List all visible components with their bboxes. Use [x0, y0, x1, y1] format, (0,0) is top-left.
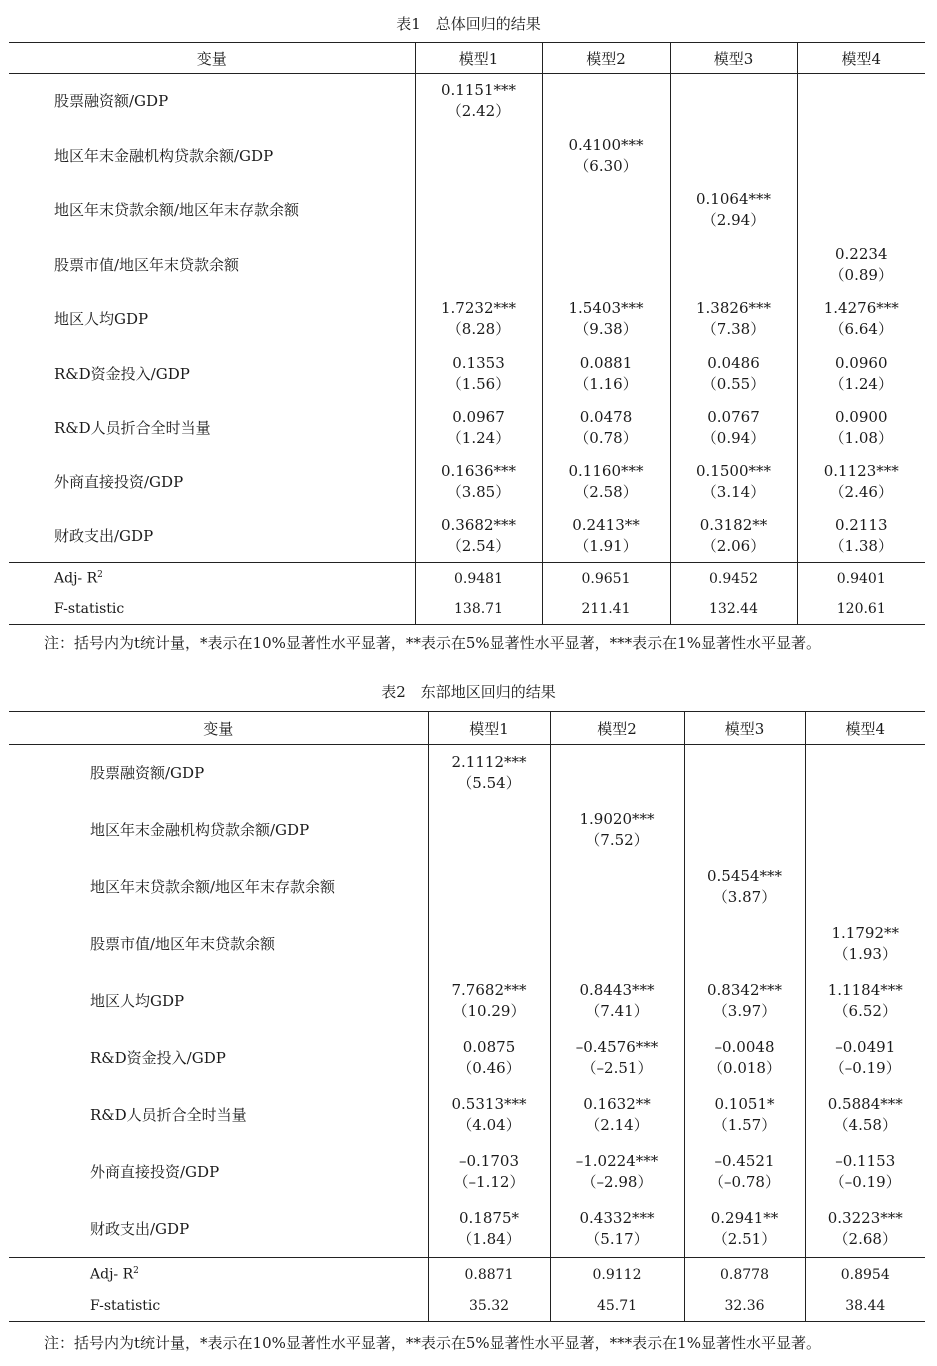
- coefficient-value: 0.4100***: [568, 135, 644, 154]
- coefficient-cell: [550, 1087, 684, 1144]
- coefficient-cell: [670, 292, 797, 347]
- coefficient-cell: [797, 292, 925, 347]
- coefficient-cell: [542, 292, 670, 347]
- t-statistic: （2.42）: [446, 102, 511, 121]
- variable-label: 外商直接投资/GDP: [54, 473, 184, 491]
- header-model-3: 模型3: [684, 712, 805, 745]
- stat-value: 38.44: [805, 1292, 925, 1322]
- coefficient-value: 0.2941**: [710, 1208, 779, 1227]
- coefficient-cell: [684, 916, 805, 973]
- coefficient-value: 0.0875: [462, 1038, 516, 1056]
- coefficient-value: 7.7682***: [451, 981, 527, 999]
- t-statistic: （4.04）: [457, 1116, 521, 1134]
- coefficient-cell: [428, 859, 550, 916]
- t-statistic: （8.28）: [446, 320, 511, 338]
- t-statistic: （1.56）: [446, 374, 511, 393]
- coefficient-value: 0.2234: [835, 244, 888, 263]
- t-statistic: （1.93）: [833, 945, 897, 963]
- table2-note: 注：括号内为t统计量，*表示在10%显著性水平显著，**表示在5%显著性水平显著，***表示在1%显著性水平显著。: [44, 1334, 821, 1352]
- coefficient-cell: [797, 455, 925, 510]
- variable-name: [9, 859, 428, 916]
- coefficient-cell: [797, 510, 925, 563]
- stat-row: [9, 595, 925, 625]
- variable-name: [9, 1087, 428, 1144]
- coefficient-cell: [797, 347, 925, 401]
- coefficient-cell: [428, 1201, 550, 1258]
- t-statistic: （7.41）: [585, 1002, 649, 1020]
- stat-label: [9, 1292, 428, 1322]
- table-row: [9, 238, 925, 292]
- coefficient-value: 0.0881: [579, 353, 633, 372]
- coefficient-value: –0.4576***: [575, 1038, 659, 1056]
- coefficient-cell: [428, 916, 550, 973]
- t-statistic: （1.38）: [829, 536, 893, 555]
- table-row: [9, 745, 925, 801]
- stat-label-text: F-statistic: [90, 1298, 161, 1315]
- coefficient-value: 0.2113: [835, 515, 888, 534]
- coefficient-cell: [550, 1201, 684, 1258]
- coefficient-value: 0.3223***: [827, 1208, 903, 1227]
- coefficient-cell: [670, 129, 797, 183]
- table-row: [9, 973, 925, 1030]
- coefficient-cell: [428, 801, 550, 859]
- variable-label: 股票市值/地区年末贷款余额: [54, 255, 240, 274]
- coefficient-value: 0.1875*: [459, 1208, 519, 1227]
- variable-label: 地区人均GDP: [54, 310, 149, 328]
- coefficient-value: –0.0491: [835, 1038, 896, 1056]
- variable-name: [9, 973, 428, 1030]
- t-statistic: （0.018）: [708, 1059, 781, 1077]
- coefficient-value: 1.1184***: [827, 981, 903, 999]
- table-row: [9, 183, 925, 238]
- variable-name: [9, 129, 415, 183]
- variable-label: R&D人员折合全时当量: [90, 1106, 247, 1124]
- coefficient-cell: [415, 74, 542, 129]
- stat-row: [9, 1292, 925, 1322]
- t-statistic: （3.14）: [701, 483, 766, 501]
- table-row: [9, 1030, 925, 1087]
- coefficient-value: 0.1123***: [823, 462, 899, 480]
- header-model-3: 模型3: [670, 43, 797, 74]
- coefficient-value: 0.5884***: [827, 1095, 903, 1113]
- t-statistic: （1.84）: [457, 1229, 521, 1248]
- variable-label: 地区人均GDP: [90, 992, 185, 1010]
- stat-value: 0.8871: [428, 1258, 550, 1292]
- table1-note: 注：括号内为t统计量，*表示在10%显著性水平显著，**表示在5%显著性水平显著，***表示在1%显著性水平显著。: [44, 634, 821, 652]
- coefficient-value: 1.5403***: [568, 299, 644, 317]
- t-statistic: （–1.12）: [453, 1173, 525, 1191]
- stat-value: 32.36: [684, 1292, 805, 1322]
- coefficient-cell: [428, 973, 550, 1030]
- coefficient-value: 1.1792**: [831, 924, 899, 942]
- table-row: [9, 1144, 925, 1201]
- coefficient-cell: [428, 745, 550, 801]
- coefficient-cell: [415, 347, 542, 401]
- coefficient-cell: [550, 801, 684, 859]
- coefficient-value: 1.9020***: [579, 809, 655, 828]
- variable-label: R&D资金投入/GDP: [54, 364, 190, 383]
- coefficient-cell: [797, 129, 925, 183]
- coefficient-value: 0.5313***: [451, 1095, 527, 1113]
- coefficient-cell: [550, 916, 684, 973]
- stat-value: 132.44: [670, 595, 797, 625]
- t-statistic: （2.46）: [829, 483, 893, 501]
- t-statistic: （1.24）: [829, 374, 893, 393]
- coefficient-value: 0.1636***: [441, 462, 516, 480]
- variable-name: [9, 1030, 428, 1087]
- t-statistic: （3.87）: [712, 888, 777, 906]
- coefficient-cell: [684, 745, 805, 801]
- variable-label: 地区年末贷款余额/地区年末存款余额: [54, 201, 300, 219]
- t-statistic: （2.06）: [701, 536, 766, 555]
- variable-label: R&D资金投入/GDP: [90, 1049, 226, 1067]
- t-statistic: （0.78）: [574, 428, 638, 447]
- coefficient-value: 0.0960: [835, 353, 888, 372]
- t-statistic: （2.54）: [446, 536, 511, 555]
- coefficient-value: 0.1632**: [583, 1095, 651, 1113]
- header-variable: 变量: [9, 43, 415, 74]
- coefficient-cell: [415, 238, 542, 292]
- t-statistic: （2.58）: [574, 483, 638, 501]
- table1-caption: 表1 总体回归的结果: [396, 15, 541, 33]
- coefficient-cell: [550, 1144, 684, 1201]
- variable-label: R&D人员折合全时当量: [54, 418, 211, 437]
- header-variable: 变量: [9, 712, 428, 745]
- stat-value: 0.9481: [415, 563, 542, 595]
- t-statistic: （–0.19）: [829, 1059, 901, 1077]
- table-row: [9, 1087, 925, 1144]
- coefficient-cell: [542, 74, 670, 129]
- coefficient-cell: [550, 859, 684, 916]
- variable-name: [9, 401, 415, 455]
- coefficient-cell: [542, 238, 670, 292]
- stat-value: 138.71: [415, 595, 542, 625]
- header-model-2: 模型2: [542, 43, 670, 74]
- coefficient-cell: [684, 973, 805, 1030]
- coefficient-cell: [805, 1201, 925, 1258]
- variable-label: 财政支出/GDP: [90, 1219, 190, 1238]
- coefficient-value: 0.1051*: [714, 1095, 775, 1113]
- coefficient-cell: [797, 401, 925, 455]
- coefficient-cell: [805, 1144, 925, 1201]
- coefficient-value: 2.1112***: [451, 752, 527, 771]
- variable-label: 股票市值/地区年末贷款余额: [90, 935, 276, 953]
- coefficient-cell: [805, 801, 925, 859]
- variable-name: [9, 183, 415, 238]
- stat-label-text: Adj- R: [90, 1267, 134, 1284]
- variable-name: [9, 455, 415, 510]
- variable-name: [9, 74, 415, 129]
- t-statistic: （–2.98）: [581, 1173, 653, 1191]
- variable-label: 地区年末金融机构贷款余额/GDP: [90, 820, 310, 839]
- coefficient-cell: [670, 455, 797, 510]
- t-statistic: （10.29）: [452, 1002, 526, 1020]
- coefficient-value: –0.0048: [714, 1038, 775, 1056]
- coefficient-value: 0.5454***: [707, 867, 782, 885]
- coefficient-value: 0.1151***: [441, 81, 516, 100]
- t-statistic: （7.52）: [585, 830, 649, 849]
- stat-label: [9, 595, 415, 625]
- coefficient-cell: [805, 973, 925, 1030]
- coefficient-value: –0.1153: [835, 1152, 896, 1170]
- t-statistic: （5.17）: [585, 1229, 649, 1248]
- coefficient-value: 1.3826***: [696, 299, 771, 317]
- t-statistic: （4.58）: [833, 1116, 897, 1134]
- coefficient-cell: [805, 1030, 925, 1087]
- stat-label-superscript: 2: [133, 1266, 139, 1277]
- table-row: [9, 401, 925, 455]
- coefficient-cell: [670, 238, 797, 292]
- t-statistic: （0.46）: [457, 1059, 521, 1077]
- coefficient-cell: [550, 1030, 684, 1087]
- t-statistic: （6.64）: [829, 320, 893, 338]
- header-model-2: 模型2: [550, 712, 684, 745]
- coefficient-cell: [684, 801, 805, 859]
- coefficient-value: 1.7232***: [441, 299, 516, 317]
- coefficient-cell: [670, 347, 797, 401]
- t-statistic: （3.85）: [446, 483, 511, 501]
- table-row: [9, 510, 925, 563]
- coefficient-value: 0.0900: [835, 407, 888, 426]
- t-statistic: （2.94）: [701, 211, 766, 229]
- coefficient-cell: [542, 401, 670, 455]
- t-statistic: （0.94）: [701, 428, 766, 447]
- coefficient-cell: [415, 129, 542, 183]
- stat-value: 35.32: [428, 1292, 550, 1322]
- coefficient-cell: [670, 510, 797, 563]
- coefficient-value: 0.0486: [707, 353, 760, 372]
- coefficient-value: 0.8443***: [579, 981, 655, 999]
- t-statistic: （1.57）: [712, 1116, 777, 1134]
- variable-name: [9, 1144, 428, 1201]
- variable-name: [9, 347, 415, 401]
- variable-name: [9, 916, 428, 973]
- stat-label-text: F-statistic: [54, 601, 125, 618]
- coefficient-value: 0.1064***: [696, 190, 771, 208]
- stat-label-text: Adj- R: [54, 571, 98, 588]
- coefficient-cell: [415, 455, 542, 510]
- coefficient-value: 0.1500***: [696, 462, 771, 480]
- stat-value: 211.41: [542, 595, 670, 625]
- stat-value: 0.9452: [670, 563, 797, 595]
- header-model-1: 模型1: [428, 712, 550, 745]
- header-model-4: 模型4: [797, 43, 925, 74]
- variable-name: [9, 292, 415, 347]
- stat-label: [9, 1258, 428, 1292]
- stat-value: 0.8778: [684, 1258, 805, 1292]
- table2: [9, 711, 925, 1322]
- table-row: [9, 292, 925, 347]
- variable-label: 地区年末贷款余额/地区年末存款余额: [90, 878, 336, 896]
- variable-name: [9, 745, 428, 801]
- coefficient-cell: [428, 1030, 550, 1087]
- coefficient-cell: [542, 455, 670, 510]
- coefficient-cell: [415, 401, 542, 455]
- coefficient-cell: [684, 859, 805, 916]
- coefficient-cell: [550, 745, 684, 801]
- variable-label: 股票融资额/GDP: [90, 763, 205, 782]
- variable-name: [9, 238, 415, 292]
- variable-name: [9, 801, 428, 859]
- coefficient-cell: [670, 74, 797, 129]
- variable-label: 地区年末金融机构贷款余额/GDP: [54, 146, 274, 165]
- stat-label-superscript: 2: [97, 570, 103, 581]
- stat-row: [9, 1258, 925, 1292]
- coefficient-cell: [805, 859, 925, 916]
- t-statistic: （2.14）: [585, 1116, 649, 1134]
- coefficient-cell: [542, 129, 670, 183]
- coefficient-cell: [542, 347, 670, 401]
- variable-name: [9, 510, 415, 563]
- variable-label: 外商直接投资/GDP: [90, 1163, 220, 1181]
- stat-value: 45.71: [550, 1292, 684, 1322]
- coefficient-cell: [684, 1030, 805, 1087]
- t-statistic: （6.52）: [833, 1002, 897, 1020]
- header-model-4: 模型4: [805, 712, 925, 745]
- variable-label: 股票融资额/GDP: [54, 92, 169, 111]
- t-statistic: （1.24）: [446, 428, 511, 447]
- table-row: [9, 801, 925, 859]
- coefficient-cell: [428, 1087, 550, 1144]
- coefficient-cell: [805, 916, 925, 973]
- t-statistic: （6.30）: [574, 156, 638, 175]
- stat-value: 120.61: [797, 595, 925, 625]
- coefficient-cell: [805, 1087, 925, 1144]
- variable-label: 财政支出/GDP: [54, 526, 154, 545]
- t-statistic: （1.16）: [574, 374, 638, 393]
- t-statistic: （–0.19）: [829, 1173, 901, 1191]
- coefficient-value: 0.0967: [452, 407, 505, 426]
- table-row: [9, 859, 925, 916]
- coefficient-value: 0.1353: [452, 353, 505, 372]
- t-statistic: （2.51）: [712, 1229, 777, 1248]
- stat-value: 0.9401: [797, 563, 925, 595]
- table-row: [9, 74, 925, 129]
- coefficient-cell: [550, 973, 684, 1030]
- coefficient-value: 0.0767: [707, 407, 760, 426]
- coefficient-value: –1.0224***: [575, 1152, 659, 1170]
- coefficient-cell: [797, 183, 925, 238]
- coefficient-cell: [684, 1201, 805, 1258]
- table2-caption: 表2 东部地区回归的结果: [381, 683, 556, 701]
- coefficient-cell: [670, 183, 797, 238]
- stat-value: 0.9651: [542, 563, 670, 595]
- coefficient-cell: [415, 292, 542, 347]
- coefficient-value: –0.1703: [459, 1152, 519, 1170]
- stat-row: [9, 563, 925, 595]
- t-statistic: （7.38）: [701, 320, 766, 338]
- table-row: [9, 129, 925, 183]
- coefficient-cell: [542, 183, 670, 238]
- coefficient-cell: [415, 510, 542, 563]
- coefficient-value: 0.1160***: [568, 462, 644, 480]
- coefficient-cell: [428, 1144, 550, 1201]
- t-statistic: （1.08）: [829, 428, 893, 447]
- coefficient-cell: [542, 510, 670, 563]
- t-statistic: （5.54）: [457, 773, 521, 792]
- coefficient-cell: [805, 745, 925, 801]
- stat-label: [9, 563, 415, 595]
- coefficient-cell: [670, 401, 797, 455]
- table-row: [9, 916, 925, 973]
- coefficient-value: –0.4521: [714, 1152, 775, 1170]
- t-statistic: （–2.51）: [581, 1059, 653, 1077]
- variable-name: [9, 1201, 428, 1258]
- t-statistic: （9.38）: [574, 320, 638, 338]
- stat-value: 0.9112: [550, 1258, 684, 1292]
- t-statistic: （–0.78）: [709, 1173, 780, 1191]
- coefficient-cell: [797, 74, 925, 129]
- t-statistic: （0.89）: [829, 265, 893, 284]
- coefficient-cell: [684, 1087, 805, 1144]
- coefficient-value: 0.0478: [579, 407, 633, 426]
- header-model-1: 模型1: [415, 43, 542, 74]
- t-statistic: （2.68）: [833, 1229, 897, 1248]
- table1: [9, 42, 925, 625]
- coefficient-value: 0.4332***: [579, 1208, 655, 1227]
- table-row: [9, 347, 925, 401]
- coefficient-value: 0.3182**: [699, 515, 768, 534]
- stat-value: 0.8954: [805, 1258, 925, 1292]
- table-row: [9, 455, 925, 510]
- t-statistic: （3.97）: [712, 1002, 777, 1020]
- coefficient-value: 0.3682***: [441, 515, 516, 534]
- coefficient-value: 0.8342***: [707, 981, 782, 999]
- coefficient-cell: [684, 1144, 805, 1201]
- t-statistic: （0.55）: [701, 374, 766, 393]
- coefficient-value: 0.2413**: [572, 515, 640, 534]
- t-statistic: （1.91）: [574, 536, 638, 555]
- table-row: [9, 1201, 925, 1258]
- coefficient-cell: [797, 238, 925, 292]
- coefficient-cell: [415, 183, 542, 238]
- coefficient-value: 1.4276***: [823, 299, 899, 317]
